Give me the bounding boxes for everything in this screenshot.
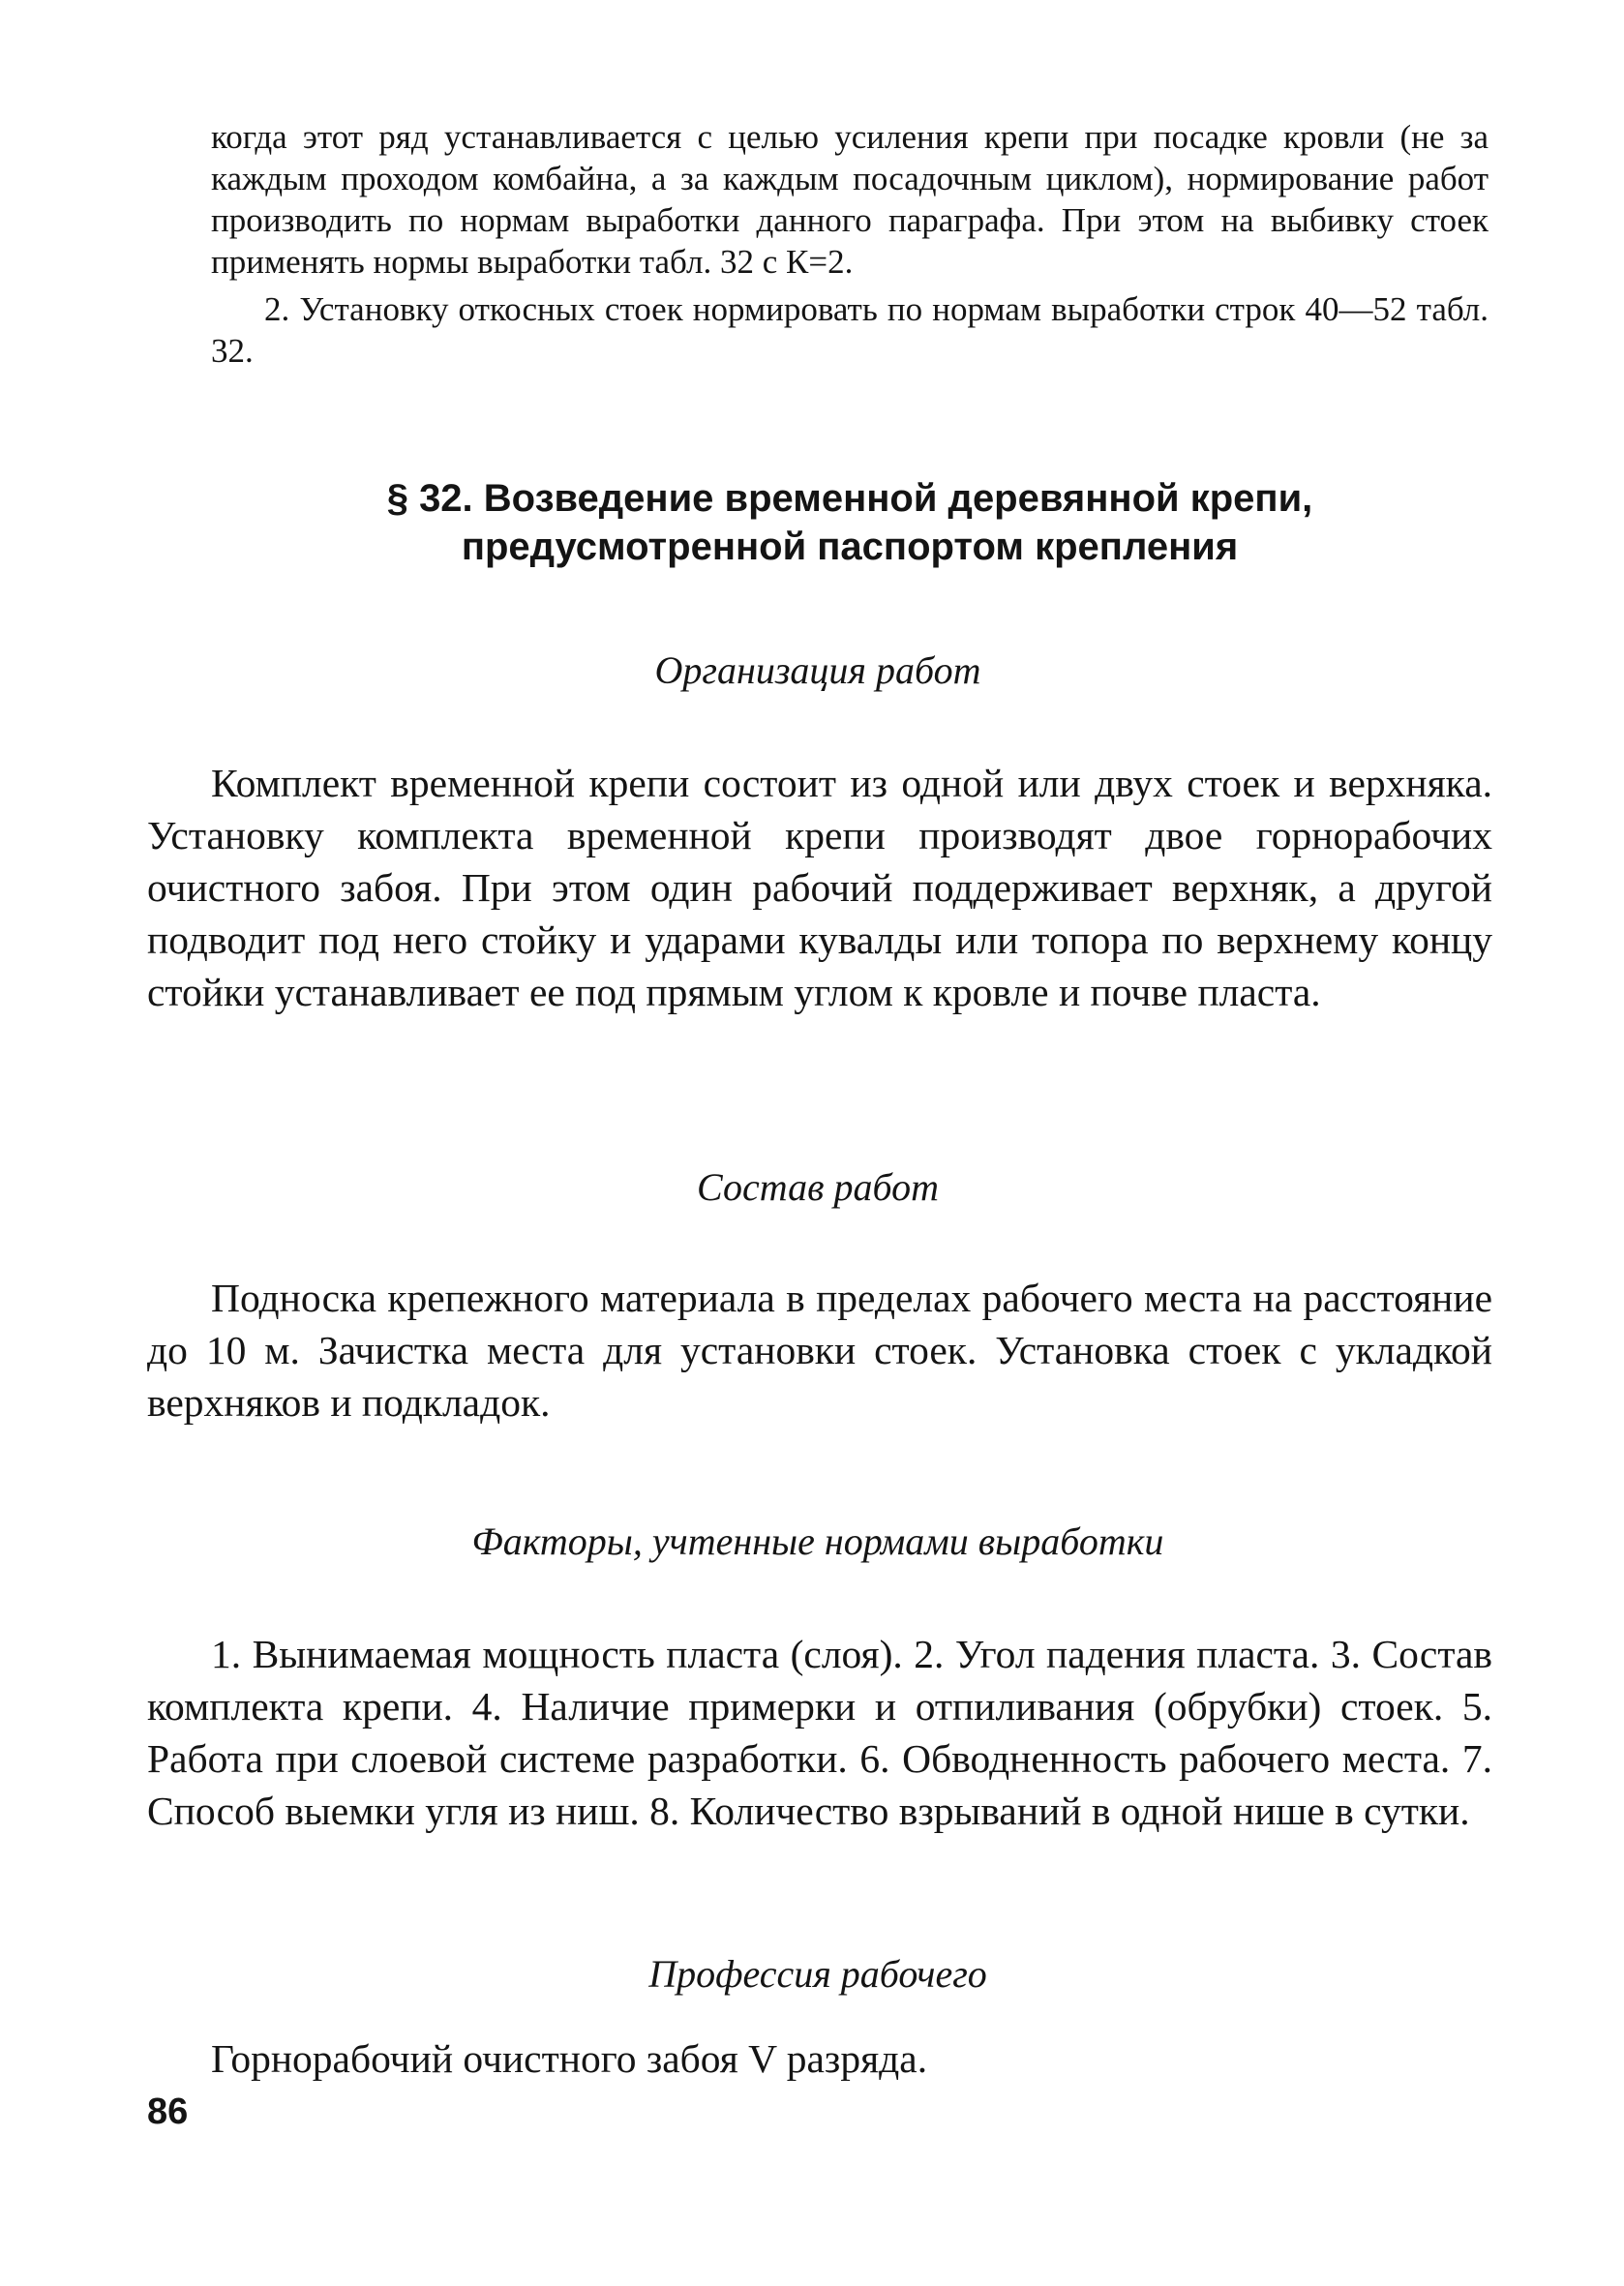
profession-heading: Профессия рабочего bbox=[648, 1952, 987, 1996]
factors-heading: Факторы, учтенные нормами выработки bbox=[471, 1519, 1164, 1563]
composition-text: Подноска крепежного материала в пределах рабочего места на расстояние до 10 м. Зачистка места для установки стоек. Установка стоек с укладкой верхняков и подкладок. bbox=[147, 1276, 1492, 1425]
top-note-paragraph-2: 2. Установку откосных стоек нормировать по нормам выработки строк 40—52 табл. 32. bbox=[211, 290, 1489, 370]
page-number: 86 bbox=[147, 2091, 189, 2132]
section-title-line-1: § 32. Возведение временной деревянной крепи, bbox=[386, 477, 1313, 520]
organization-text: Комплект временной крепи состоит из одной или двух стоек и верхняка. Установку комплекта временной крепи производят двое горнорабочих очистного забоя. При этом один рабочий поддерживает верхняк, а другой подводит под него стойку и ударами кувалды или топора по верхнему концу стойки устанавливает ее под прямым углом к кровле и почве пласта. bbox=[147, 761, 1492, 1014]
top-note-paragraph-1: когда этот ряд устанавливается с целью усиления крепи при посадке кровли (не за каждым проходом комбайна, а за каждым посадочным циклом), нормирование работ производить по нормам выработки данного параграфа. При этом на выбивку стоек применять нормы выработки табл. 32 с К=2. bbox=[211, 118, 1489, 281]
factors-text: 1. Вынимаемая мощность пласта (слоя). 2. Угол падения пласта. 3. Состав комплекта крепи. 4. Наличие примерки и отпиливания (обрубки) стоек. 5. Работа при слоевой системе разработки. 6. Обводненность рабочего места. 7. Способ выемки угля из ниш. 8. Количество взрываний в одной нише в сутки. bbox=[147, 1632, 1492, 1833]
profession-text: Горнорабочий очистного забоя V разряда. bbox=[211, 2036, 928, 2081]
top-note bbox=[211, 116, 1489, 372]
section-title-line-2: предусмотренной паспортом крепления bbox=[461, 526, 1239, 568]
composition-heading: Состав работ bbox=[697, 1165, 939, 1209]
section-title bbox=[211, 474, 1489, 571]
organization-heading: Организация работ bbox=[654, 648, 981, 692]
